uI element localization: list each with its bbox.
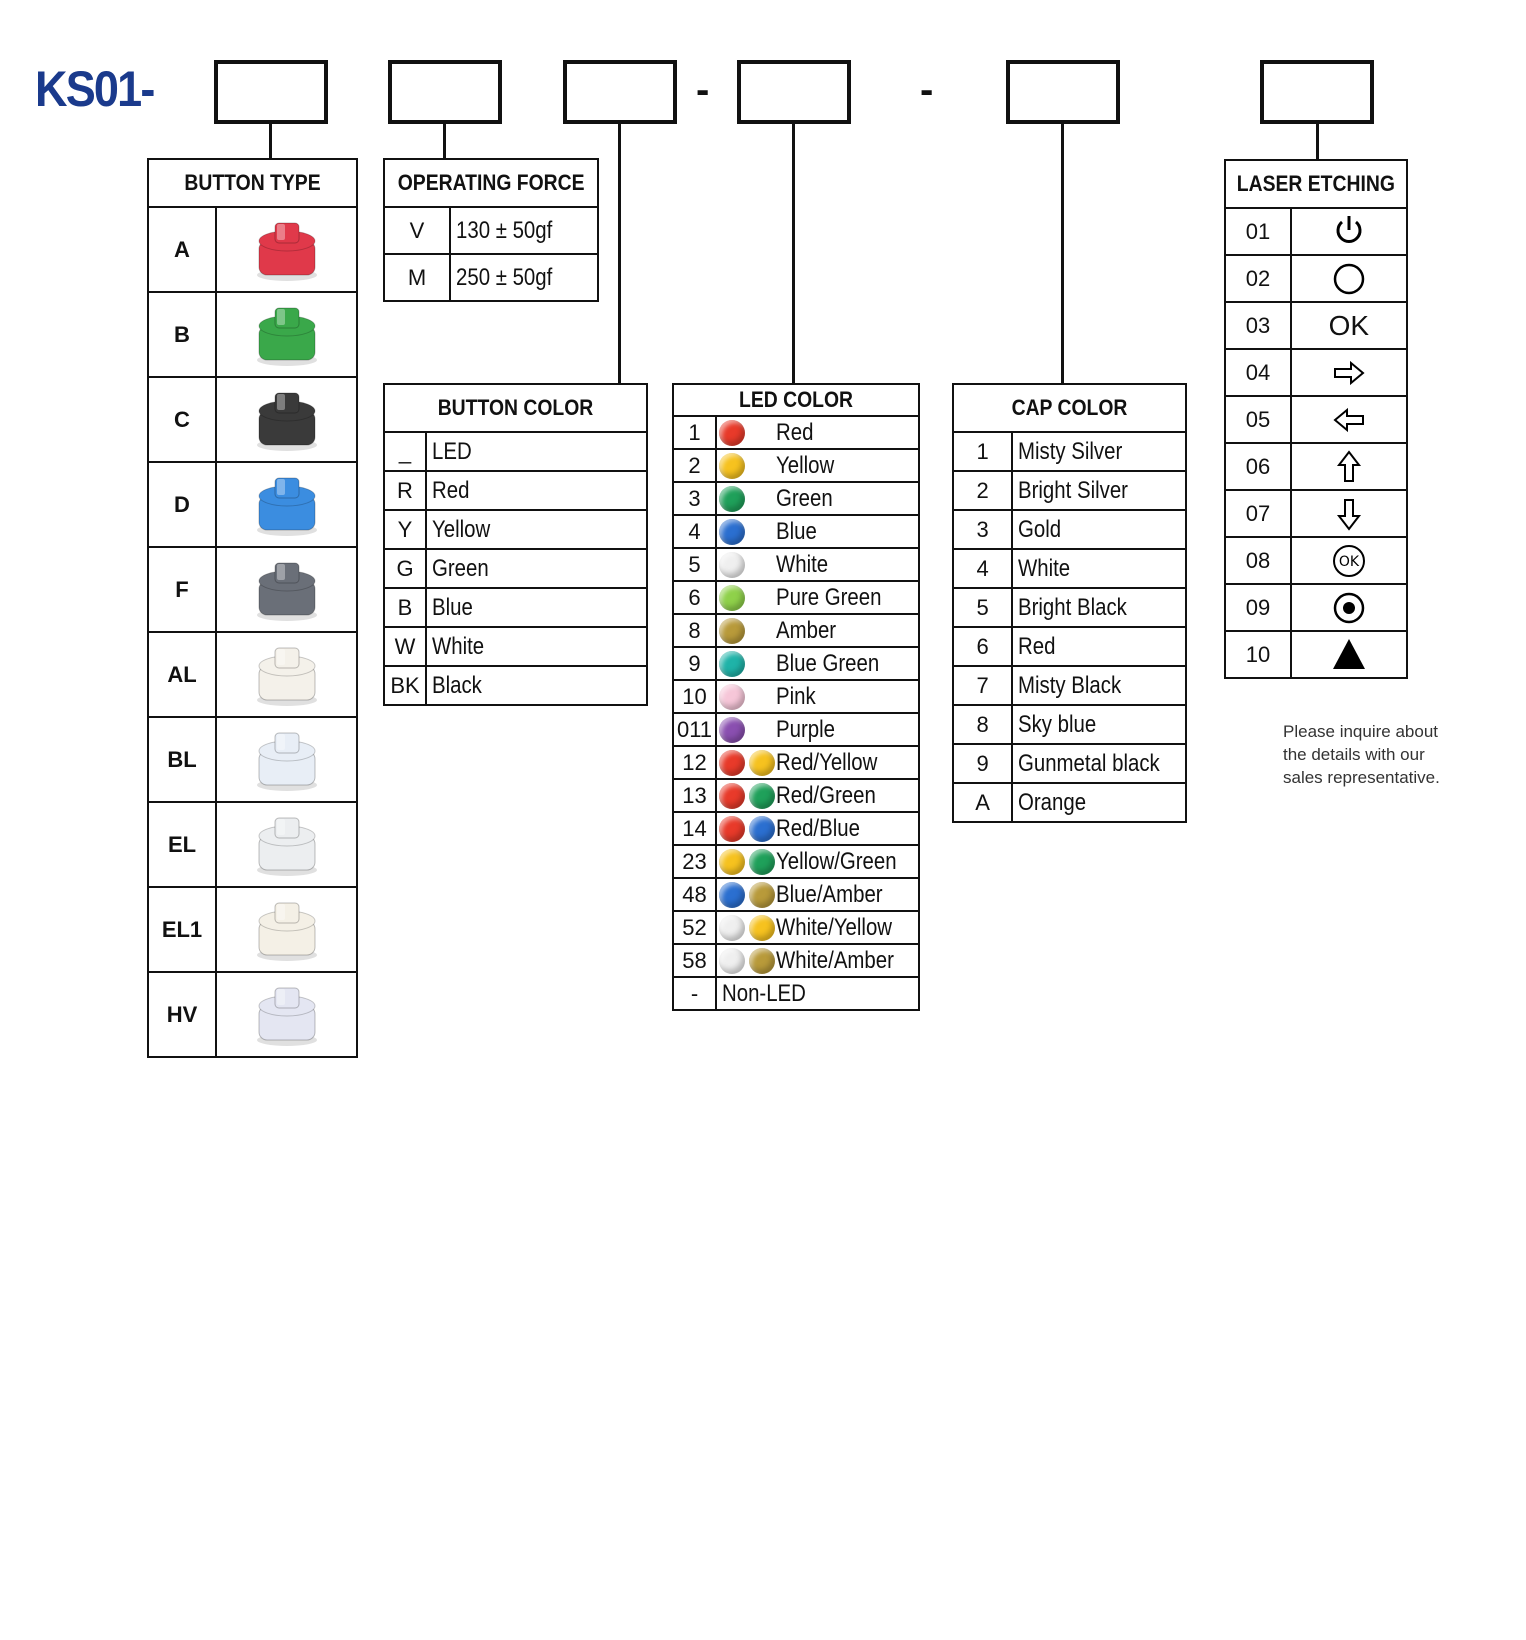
table-row [673, 647, 919, 680]
table-row [673, 977, 919, 1010]
cap-color-name: Orange [1018, 788, 1087, 816]
led-color-dot [719, 585, 745, 611]
laser-etching-table [1224, 159, 1408, 679]
button-color-code: G [396, 555, 414, 581]
circle-icon [1331, 261, 1367, 297]
table-row [673, 812, 919, 845]
button-cap-image [247, 215, 327, 285]
slot-led-color [737, 60, 851, 124]
cap-color-code: 5 [976, 594, 989, 620]
cap-color-code: 1 [976, 438, 989, 464]
arrow-left-icon [1331, 402, 1367, 438]
button-type-code: D [174, 491, 190, 517]
led-code: 1 [688, 419, 701, 445]
etching-code: 02 [1245, 265, 1271, 291]
table-row [953, 783, 1186, 822]
led-color-name: Purple [776, 715, 836, 743]
table-title: OPERATING FORCE [397, 170, 585, 195]
led-color-name: Yellow/Green [776, 847, 897, 875]
led-color-name: Red/Yellow [776, 748, 878, 776]
table-row [673, 944, 919, 977]
button-type-code: F [175, 576, 189, 602]
led-code: 011 [676, 716, 713, 742]
led-color-dot [719, 717, 745, 743]
etching-code: 06 [1245, 453, 1271, 479]
force-code: V [409, 217, 425, 243]
led-color-name: Amber [776, 616, 837, 644]
etching-code: 04 [1245, 359, 1271, 385]
button-color-table [383, 383, 648, 706]
cap-color-name: Bright Black [1018, 593, 1128, 621]
button-type-code: A [174, 236, 190, 262]
cap-color-name: Misty Silver [1018, 437, 1123, 465]
cap-color-name: Misty Black [1018, 671, 1122, 699]
arrow-up-icon [1331, 449, 1367, 485]
table-row [673, 416, 919, 449]
led-color-name: Red/Green [776, 781, 876, 809]
led-code: 14 [682, 815, 707, 841]
table-row [1225, 631, 1407, 678]
table-row [953, 666, 1186, 705]
led-color-name: Blue/Amber [776, 880, 883, 908]
inquiry-note: Please inquire about the details with our sales representative. [1283, 722, 1440, 787]
cap-color-name: Red [1018, 632, 1056, 660]
table-row [1225, 396, 1407, 443]
ok-circle-text: OK [1338, 553, 1359, 570]
table-row [148, 292, 357, 377]
led-color-dot [719, 948, 745, 974]
table-row [673, 911, 919, 944]
table-row [953, 588, 1186, 627]
table-row [1225, 302, 1407, 349]
led-color-name: Red/Blue [776, 814, 861, 842]
table-row [384, 254, 598, 301]
force-code: M [407, 264, 427, 290]
cap-color-code: 8 [976, 711, 989, 737]
led-color-dot [719, 882, 745, 908]
dot-circle-icon [1331, 590, 1367, 626]
etching-code: 05 [1245, 406, 1271, 432]
led-color-dot [719, 816, 745, 842]
table-row [673, 449, 919, 482]
led-color-name: White/Yellow [776, 913, 893, 941]
table-row [953, 471, 1186, 510]
separator-dash: - [920, 68, 934, 112]
table-row [673, 746, 919, 779]
button-type-code: EL [167, 831, 197, 857]
table-row [148, 632, 357, 717]
led-code: 10 [682, 683, 707, 709]
cap-color-code: 6 [976, 633, 989, 659]
table-row [384, 627, 647, 666]
connector-line [269, 122, 272, 158]
table-row [384, 207, 598, 254]
button-color-name: Blue [432, 593, 473, 621]
button-type-table [147, 158, 358, 1058]
cap-color-table [952, 383, 1187, 823]
button-color-name: Green [432, 554, 489, 582]
button-cap-image [247, 810, 327, 880]
ok-text: OK [1328, 309, 1370, 341]
table-row [1225, 349, 1407, 396]
led-code: 3 [688, 485, 701, 511]
cap-color-code: 7 [976, 672, 989, 698]
cap-color-name: White [1018, 554, 1071, 582]
table-title: LASER ETCHING [1236, 171, 1395, 196]
cap-color-name: Bright Silver [1018, 476, 1129, 504]
led-color-name: Blue Green [776, 649, 880, 677]
led-color-dot [719, 420, 745, 446]
table-row [384, 549, 647, 588]
button-type-code: C [174, 406, 190, 432]
part-number-prefix: KS01- [35, 61, 154, 117]
button-cap-image [247, 980, 327, 1050]
etching-code: 03 [1245, 312, 1271, 338]
button-color-code: B [397, 594, 413, 620]
slot-button-type [214, 60, 328, 124]
button-cap-image [247, 895, 327, 965]
button-color-code: BK [390, 672, 420, 698]
led-code: 6 [688, 584, 701, 610]
led-color-dot [719, 750, 745, 776]
table-row [148, 887, 357, 972]
cap-color-code: 4 [976, 555, 989, 581]
led-color-name: Blue [776, 517, 817, 545]
led-code: 52 [682, 914, 707, 940]
table-row [1225, 537, 1407, 584]
button-color-name: LED [432, 437, 472, 465]
led-code: 58 [682, 947, 707, 973]
led-color-dot [719, 453, 745, 479]
led-color-dot [749, 783, 775, 809]
table-row [384, 588, 647, 627]
led-color-dot [719, 915, 745, 941]
table-title: BUTTON COLOR [437, 395, 594, 420]
table-row [953, 705, 1186, 744]
button-color-name: Red [432, 476, 470, 504]
led-color-name: Green [776, 484, 833, 512]
table-row [673, 878, 919, 911]
cap-color-code: A [975, 789, 990, 815]
led-code: 9 [688, 650, 701, 676]
etching-code: 08 [1245, 547, 1271, 573]
table-title: CAP COLOR [1011, 395, 1128, 420]
led-color-dot [749, 915, 775, 941]
table-row [953, 432, 1186, 471]
table-title: LED COLOR [738, 387, 854, 412]
led-color-name: Pink [776, 682, 816, 710]
button-type-code: HV [166, 1001, 198, 1027]
table-row [1225, 490, 1407, 537]
force-value: 130 ± 50gf [456, 216, 553, 244]
etching-code: 09 [1245, 594, 1271, 620]
table-row [384, 471, 647, 510]
button-cap-image [247, 300, 327, 370]
etching-code: 01 [1245, 218, 1271, 244]
led-color-table [672, 383, 920, 1011]
button-color-code: _ [398, 438, 412, 464]
led-color-name: Yellow [776, 451, 835, 479]
button-cap-image [247, 385, 327, 455]
led-color-name: Pure Green [776, 583, 882, 611]
operating-force-table [383, 158, 599, 302]
table-row [673, 713, 919, 746]
table-row [673, 845, 919, 878]
led-color-dot [719, 849, 745, 875]
button-color-code: W [394, 633, 416, 659]
connector-line [1316, 122, 1319, 159]
table-row [953, 627, 1186, 666]
led-color-dot [719, 684, 745, 710]
table-row [384, 666, 647, 705]
led-color-dot [749, 849, 775, 875]
button-cap-image [247, 555, 327, 625]
slot-operating-force [388, 60, 502, 124]
table-row [1225, 208, 1407, 255]
led-code: 4 [688, 518, 701, 544]
separator-dash: - [696, 68, 710, 112]
table-row [384, 432, 647, 471]
arrow-right-icon [1331, 355, 1367, 391]
button-type-code: AL [167, 661, 197, 687]
slot-laser-etching [1260, 60, 1374, 124]
table-row [148, 207, 357, 292]
cap-color-code: 2 [976, 477, 989, 503]
etching-code: 07 [1245, 500, 1271, 526]
table-row [673, 548, 919, 581]
button-color-name: Yellow [432, 515, 491, 543]
led-color-dot [749, 816, 775, 842]
button-cap-image [247, 640, 327, 710]
button-type-code: BL [167, 746, 197, 772]
table-row [1225, 584, 1407, 631]
button-color-name: White [432, 632, 485, 660]
led-code: 13 [682, 782, 707, 808]
led-color-dot [719, 618, 745, 644]
ok-circle-icon [1331, 543, 1367, 579]
cap-color-code: 9 [976, 750, 989, 776]
button-color-code: R [397, 477, 413, 503]
table-row [953, 744, 1186, 783]
cap-color-name: Gunmetal black [1018, 749, 1160, 777]
table-row [673, 581, 919, 614]
led-color-dot [719, 552, 745, 578]
table-title: BUTTON TYPE [184, 170, 321, 195]
slot-cap-color [1006, 60, 1120, 124]
button-cap-image [247, 725, 327, 795]
cap-color-name: Sky blue [1018, 710, 1097, 738]
led-code: 8 [688, 617, 701, 643]
button-color-name: Black [432, 671, 482, 699]
button-type-code: EL1 [161, 916, 203, 942]
table-row [673, 680, 919, 713]
button-type-code: B [174, 321, 190, 347]
led-color-dot [719, 486, 745, 512]
table-row [1225, 255, 1407, 302]
led-code: 5 [688, 551, 701, 577]
etching-code: 10 [1245, 641, 1271, 667]
table-row [148, 462, 357, 547]
connector-line [618, 122, 621, 383]
connector-line [1061, 122, 1064, 383]
cap-color-name: Gold [1018, 515, 1062, 543]
table-row [384, 510, 647, 549]
led-code: 23 [682, 848, 707, 874]
table-row [673, 614, 919, 647]
led-color-name: White/Amber [776, 946, 895, 974]
led-code: 12 [682, 749, 707, 775]
connector-line [792, 122, 795, 383]
led-color-name: Non-LED [721, 979, 806, 1007]
led-code: 2 [688, 452, 701, 478]
slot-button-color [563, 60, 677, 124]
table-row [148, 377, 357, 462]
table-row [673, 515, 919, 548]
table-row [673, 779, 919, 812]
led-color-name: Red [776, 418, 814, 446]
table-row [148, 717, 357, 802]
button-cap-image [247, 470, 327, 540]
led-code: 48 [682, 881, 707, 907]
table-row [953, 510, 1186, 549]
led-color-dot [749, 882, 775, 908]
power-icon [1331, 214, 1367, 250]
led-color-dot [719, 651, 745, 677]
table-row [673, 482, 919, 515]
button-color-code: Y [397, 516, 413, 542]
arrow-down-icon [1331, 496, 1367, 532]
led-color-dot [749, 948, 775, 974]
force-value: 250 ± 50gf [456, 263, 553, 291]
led-color-dot [719, 519, 745, 545]
table-row [148, 547, 357, 632]
table-row [953, 549, 1186, 588]
table-row [148, 802, 357, 887]
led-color-dot [719, 783, 745, 809]
led-color-name: White [776, 550, 829, 578]
triangle-icon [1331, 637, 1367, 673]
led-code: - [690, 980, 699, 1006]
led-color-dot [749, 750, 775, 776]
table-row [148, 972, 357, 1057]
cap-color-code: 3 [976, 516, 989, 542]
connector-line [443, 122, 446, 158]
table-row [1225, 443, 1407, 490]
